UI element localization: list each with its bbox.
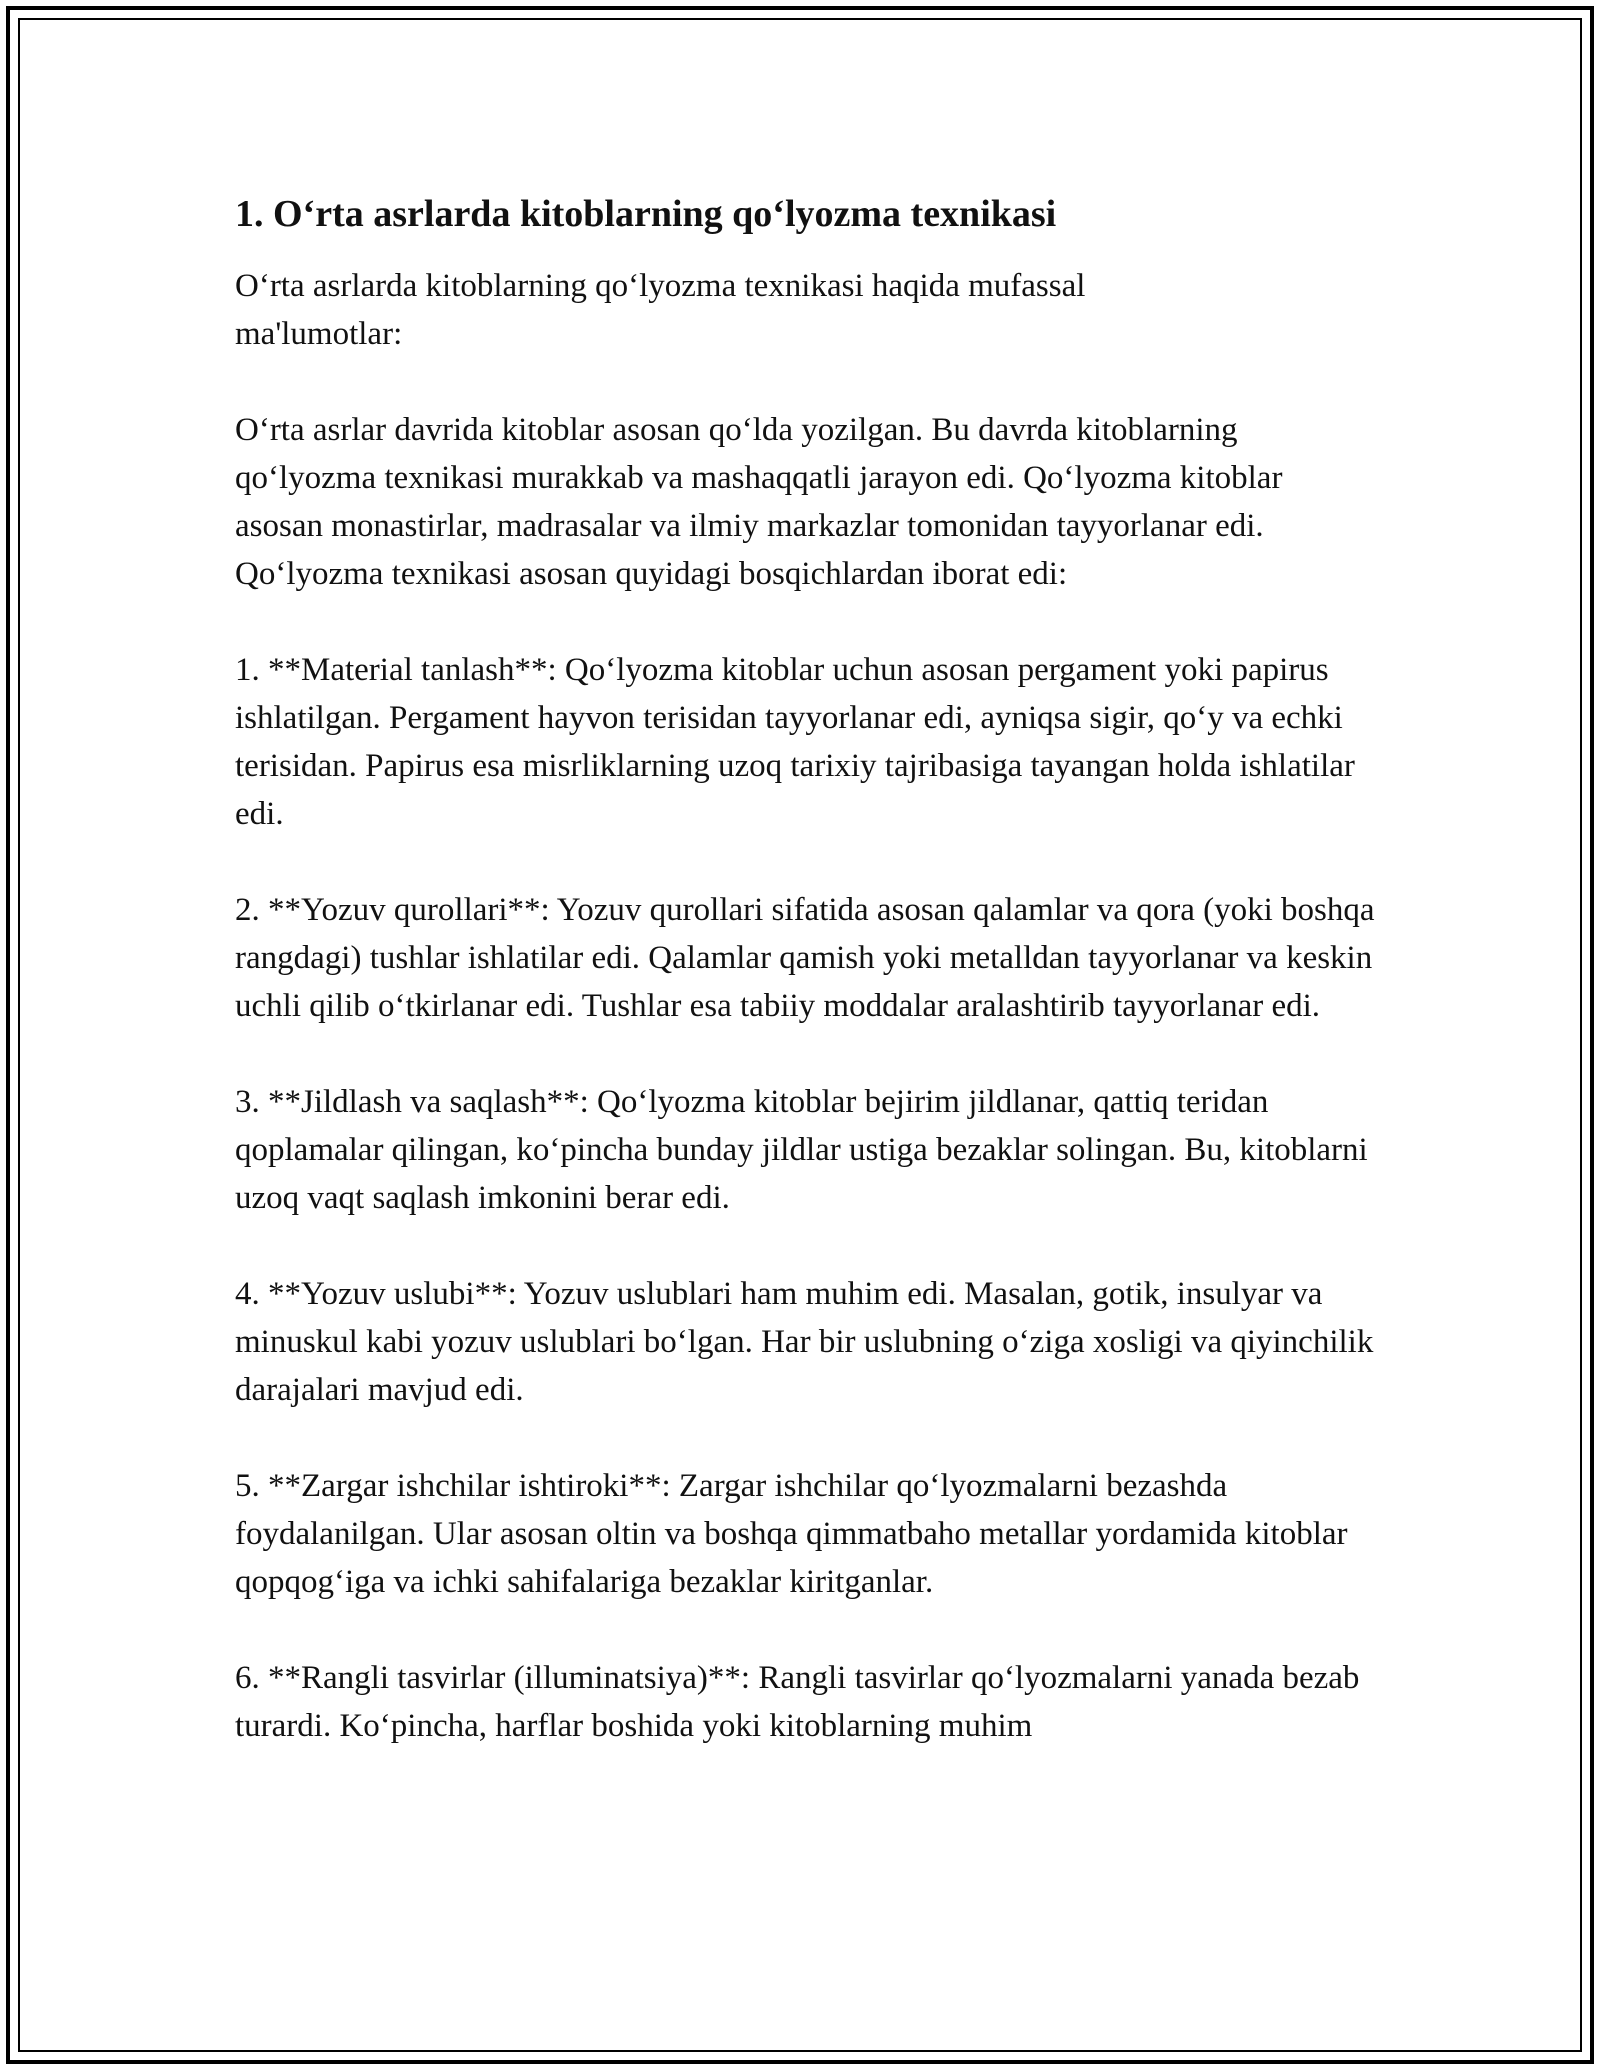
list-item-material: 1. **Material tanlash**: Qo‘lyozma kitoblar uchun asosan pergament yoki papirus ishlatilgan. Pergament hayvon terisidan tayyorlanar edi, ayniqsa sigir, qo‘y va echki terisidan. Papirus esa misrliklarning uzoq tarixiy tajribasiga tayangan holda ishlatilar edi.: [235, 652, 1355, 832]
overview-paragraph: O‘rta asrlar davrida kitoblar asosan qo‘lda yozilgan. Bu davrda kitoblarning qo‘lyozma texnikasi murakkab va mashaqqatli jarayon edi. Qo‘lyozma kitoblar asosan monastirlar, madrasalar va ilmiy markazlar tomonidan tayyorlanar edi. Qo‘lyozma texnikasi asosan quyidagi bosqichlardan iborat edi:: [235, 412, 1283, 592]
list-item-writing-style: 4. **Yozuv uslubi**: Yozuv uslublari ham muhim edi. Masalan, gotik, insulyar va minuskul kabi yozuv uslublari bo‘lgan. Har bir uslubning o‘ziga xosligi va qiyinchilik darajalari mavjud edi.: [235, 1276, 1374, 1408]
list-item-writing-tools: 2. **Yozuv qurollari**: Yozuv qurollari sifatida asosan qalamlar va qora (yoki boshqa rangdagi) tushlar ishlatilar edi. Qalamlar qamish yoki metalldan tayyorlanar va keskin uchli qilib o‘tkirlanar edi. Tushlar esa tabiiy moddalar aralashtirib tayyorlanar edi.: [235, 892, 1375, 1024]
list-item-illumination: 6. **Rangli tasvirlar (illuminatsiya)**: Rangli tasvirlar qo‘lyozmalarni yanada bezab turardi. Ko‘pincha, harflar boshida yoki kitoblarning muhim: [235, 1660, 1360, 1744]
document-body: [235, 186, 1375, 1798]
intro-paragraph: O‘rta asrlarda kitoblarning qo‘lyozma texnikasi haqida mufassal ma'lumotlar:: [235, 268, 1086, 352]
list-item-binding: 3. **Jildlash va saqlash**: Qo‘lyozma kitoblar bejirim jildlanar, qattiq teridan qoplamalar qilingan, ko‘pincha bunday jildlar ustiga bezaklar solingan. Bu, kitoblarni uzoq vaqt saqlash imkonini berar edi.: [235, 1084, 1368, 1216]
document-title: 1. O‘rta asrlarda kitoblarning qo‘lyozma texnikasi: [235, 193, 1057, 235]
list-item-goldsmiths: 5. **Zargar ishchilar ishtiroki**: Zargar ishchilar qo‘lyozmalarni bezashda foydalanilgan. Ular asosan oltin va boshqa qimmatbaho metallar yordamida kitoblar qopqog‘iga va ichki sahifalariga bezaklar kiritganlar.: [235, 1468, 1348, 1600]
